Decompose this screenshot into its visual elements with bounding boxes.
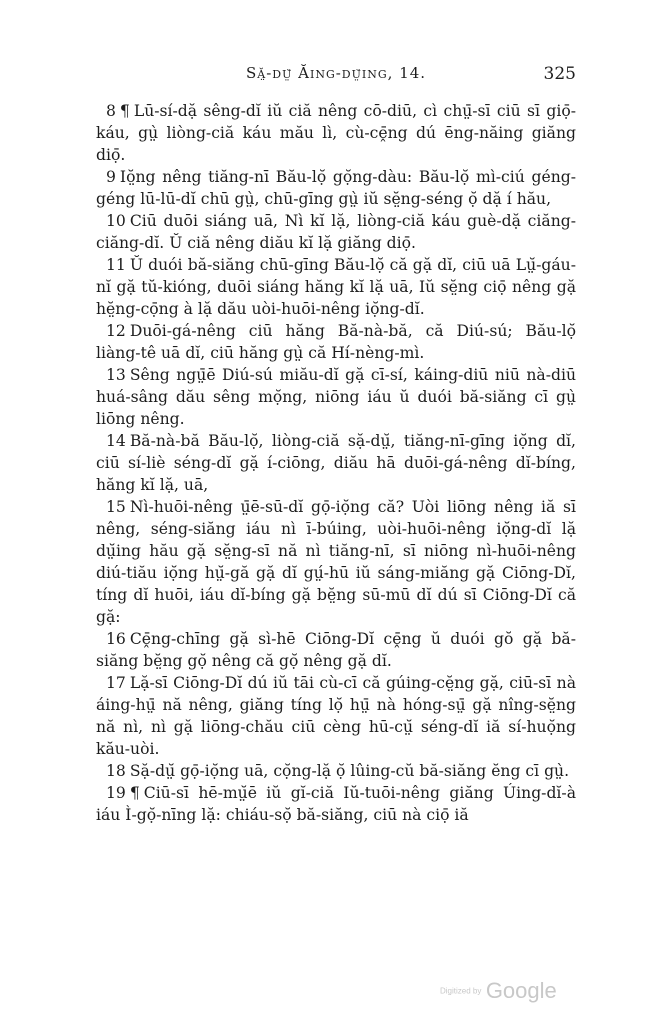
verse-number: 18: [106, 762, 126, 780]
verse-17: [96, 672, 576, 760]
verse-text: Ciū-sī hē-mṳ̆ē iŭ gĭ-ciă Iŭ-tuōi-nêng giăng Úing-dĭ-à iáu Ì-gọ̆-nīng lặ: chiáu-sọ̆ bă-siăng, ciū nà ciọ̄ iă: [96, 784, 576, 824]
verse-text: Bă-nà-bă Bău-lọ̆, liòng-ciă sặ-dṳ̆, tiăng-nī-gīng iọ̆ng dĭ, ciū sí-liè séng-dĭ gặ í-ciōng, diău hā duōi-gá-nêng dĭ-bíng, hăng kĭ lặ, uā,: [96, 432, 576, 494]
pilcrow-mark: ¶: [129, 784, 140, 802]
verse-number: 10: [106, 212, 126, 230]
verse-number: 9: [106, 168, 116, 186]
google-logo: Google: [485, 978, 557, 1003]
verse-number: 17: [106, 674, 126, 692]
verse-19: [96, 782, 576, 826]
verse-number: 11: [106, 256, 126, 274]
verse-number: 15: [106, 498, 126, 516]
verse-number: 14: [106, 432, 126, 450]
verse-text: Cḙ̄ng-chīng gặ sì-hē Ciōng-Dĭ cḙ̄ng ŭ duói gŏ gặ bă-siăng bĕ̤ng gọ̆ nêng că gọ̆ nêng gặ dĭ.: [96, 630, 576, 670]
verse-14: [96, 430, 576, 496]
verse-list: [96, 100, 576, 826]
verse-15: [96, 496, 576, 628]
verse-10: [96, 210, 576, 254]
watermark-prefix: Digitized by: [440, 986, 482, 996]
verse-number: 8: [106, 102, 116, 120]
verse-18: [96, 760, 576, 782]
verse-text: Ciū duōi siáng uā, Nì kĭ lặ, liòng-ciă káu guè-dặ ciăng-ciăng-dĭ. Ŭ ciă nêng diău kĭ lặ giăng diọ̄.: [96, 212, 576, 252]
page-header: [96, 64, 576, 90]
pilcrow-mark: ¶: [119, 102, 130, 120]
verse-text: Nì-huōi-nêng ṳ̄ē-sū-dĭ gọ̄-iọ̆ng că? Uòi liōng nêng iă sī nêng, séng-siăng iáu nì ī-búing, uòi-huōi-nêng iọ̆ng-dĭ lặ dṳ̆ing hău gặ sĕ̤ng-sī nă nì tiăng-nī, sī niōng nì-huōi-nêng diú-tiău iọ̆ng hṳ̆-gă gặ dĭ gṳ́-hū iŭ sáng-miăng gặ Ciōng-Dĭ, tíng dĭ huōi, iáu dĭ-bíng gặ bĕ̤ng sū-mū dĭ dú sī Ciōng-Dĭ că gặ:: [96, 498, 576, 626]
verse-number: 13: [106, 366, 126, 384]
verse-text: Duōi-gá-nêng ciū hăng Bă-nà-bă, că Diú-sú; Bău-lọ̆ liàng-tê uā dĭ, ciū hăng gṳ̀ că Hí-nèng-mì.: [96, 322, 576, 362]
verse-number: 19: [106, 784, 126, 802]
verse-11: [96, 254, 576, 320]
verse-9: [96, 166, 576, 210]
page-number: 325: [543, 64, 576, 84]
verse-text: Sặ-dṳ̆ gọ̄-iọ̆ng uā, cọ̆ng-lặ ọ̆ lûing-cŭ bă-siăng ĕng cī gṳ̀.: [129, 762, 570, 780]
verse-text: Iŏ̤ng nêng tiăng-nī Bău-lọ̆ gọ̆ng-dàu: Bău-lọ̆ mì-ciú géng-géng lū-lū-dĭ chū gṳ̀, chū-gīng gṳ̀ iŭ sĕ̤ng-séng ọ̆ dặ í hău,: [96, 168, 576, 208]
verse-16: [96, 628, 576, 672]
verse-8: [96, 100, 576, 166]
verse-text: Sêng ngṳ̄ē Diú-sú miău-dĭ gặ cī-sí, káing-diū niū nà-diū huá-sâng dău sêng mọ̆ng, niōng iáu ŭ duói bă-siăng cī gṳ̀ liōng nêng.: [96, 366, 576, 428]
verse-12: [96, 320, 576, 364]
digitized-watermark: [440, 978, 557, 1004]
verse-number: 12: [106, 322, 126, 340]
verse-text: Lặ-sī Ciōng-Dĭ dú iŭ tāi cù-cī că gúing-cĕ̤ng gặ, ciū-sī nà áing-hṳ̄ nă nêng, giăng tíng lọ̆ hṳ̄ nà hóng-sṳ̄ gặ nîng-sĕ̤ng nă nì, nì gặ liōng-chău ciū cèng hū-cṳ̆ séng-dĭ iă sí-huọ̆ng kău-uòi.: [96, 674, 576, 758]
verse-text: Lū-sí-dặ sêng-dĭ iŭ ciă nêng cō-diū, cì chṳ̄-sī ciū sī giọ̄-káu, gṳ̀ liòng-ciă káu mău lì, cù-cḙ̄ng dú ēng-năing giăng diọ̄.: [96, 102, 576, 164]
running-title: Să̤-dṳ̆ Ăing-dṳ̆ing, 14.: [246, 64, 427, 82]
verse-text: Ŭ duói bă-siăng chū-gīng Bău-lọ̆ că gặ dĭ, ciū uā Lṳ̆-gáu-nĭ gặ tŭ-kióng, duōi siáng hăng kĭ lặ uā, Iŭ sĕ̤ng ciọ̄ nêng gặ hĕ̤ng-cọ̄ng à lặ dău uòi-huōi-nêng iọ̆ng-dĭ.: [96, 256, 576, 318]
verse-number: 16: [106, 630, 126, 648]
verse-13: [96, 364, 576, 430]
